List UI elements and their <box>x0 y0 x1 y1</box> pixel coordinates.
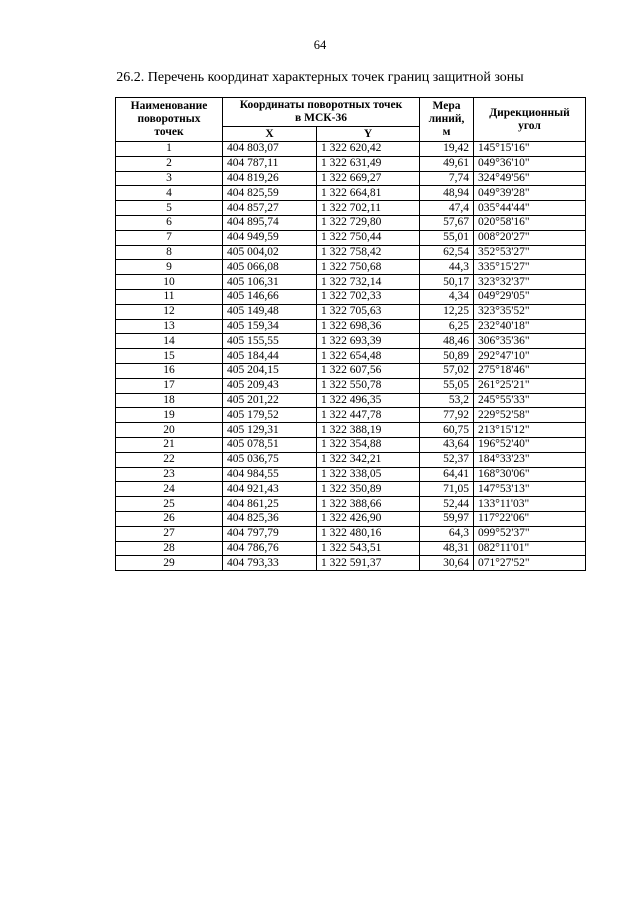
cell-line-length: 49,61 <box>420 156 474 171</box>
cell-x: 404 797,79 <box>223 526 317 541</box>
table-row <box>116 275 586 290</box>
cell-point-number: 1 <box>116 142 223 157</box>
cell-direction-angle: 352°53'27" <box>474 245 586 260</box>
cell-y: 1 322 426,90 <box>317 511 420 526</box>
cell-point-number: 11 <box>116 289 223 304</box>
cell-line-length: 12,25 <box>420 304 474 319</box>
cell-point-number: 6 <box>116 215 223 230</box>
cell-direction-angle: 049°36'10" <box>474 156 586 171</box>
cell-line-length: 7,74 <box>420 171 474 186</box>
cell-point-number: 18 <box>116 393 223 408</box>
cell-direction-angle: 184°33'23" <box>474 452 586 467</box>
cell-direction-angle: 245°55'33" <box>474 393 586 408</box>
cell-line-length: 6,25 <box>420 319 474 334</box>
cell-x: 405 184,44 <box>223 349 317 364</box>
cell-direction-angle: 261°25'21" <box>474 378 586 393</box>
cell-y: 1 322 758,42 <box>317 245 420 260</box>
cell-y: 1 322 338,05 <box>317 467 420 482</box>
cell-x: 405 159,34 <box>223 319 317 334</box>
cell-x: 404 949,59 <box>223 230 317 245</box>
cell-point-number: 27 <box>116 526 223 541</box>
table-row <box>116 408 586 423</box>
cell-point-number: 17 <box>116 378 223 393</box>
header-line: Координаты поворотных точек <box>239 99 403 111</box>
header-line: в МСК-36 <box>295 112 347 124</box>
cell-direction-angle: 229°52'58" <box>474 408 586 423</box>
cell-y: 1 322 750,68 <box>317 260 420 275</box>
cell-point-number: 29 <box>116 556 223 571</box>
cell-x: 404 825,36 <box>223 511 317 526</box>
header-point-name <box>116 98 223 142</box>
table-row <box>116 349 586 364</box>
coordinates-table <box>115 97 586 571</box>
header-direction-angle <box>474 98 586 142</box>
cell-direction-angle: 323°35'52" <box>474 304 586 319</box>
cell-direction-angle: 049°29'05" <box>474 289 586 304</box>
cell-x: 405 004,02 <box>223 245 317 260</box>
table-row <box>116 423 586 438</box>
table-row <box>116 260 586 275</box>
cell-x: 405 078,51 <box>223 437 317 452</box>
cell-direction-angle: 324°49'56" <box>474 171 586 186</box>
cell-direction-angle: 335°15'27" <box>474 260 586 275</box>
table-body <box>116 142 586 571</box>
cell-point-number: 20 <box>116 423 223 438</box>
cell-line-length: 55,05 <box>420 378 474 393</box>
cell-direction-angle: 147°53'13" <box>474 482 586 497</box>
table-row <box>116 230 586 245</box>
table-row <box>116 334 586 349</box>
header-line: линий, <box>428 113 465 125</box>
header-line: точек <box>154 126 184 138</box>
cell-point-number: 2 <box>116 156 223 171</box>
table-row <box>116 511 586 526</box>
cell-x: 404 921,43 <box>223 482 317 497</box>
cell-direction-angle: 035°44'44" <box>474 201 586 216</box>
cell-point-number: 26 <box>116 511 223 526</box>
table-row <box>116 289 586 304</box>
cell-line-length: 64,41 <box>420 467 474 482</box>
table-row <box>116 142 586 157</box>
document-title: 26.2. Перечень координат характерных точек границ защитной зоны <box>116 70 524 85</box>
cell-x: 405 209,43 <box>223 378 317 393</box>
cell-line-length: 59,97 <box>420 511 474 526</box>
cell-direction-angle: 082°11'01" <box>474 541 586 556</box>
cell-direction-angle: 133°11'03" <box>474 497 586 512</box>
cell-x: 404 803,07 <box>223 142 317 157</box>
cell-x: 405 036,75 <box>223 452 317 467</box>
cell-y: 1 322 496,35 <box>317 393 420 408</box>
cell-x: 405 149,48 <box>223 304 317 319</box>
cell-line-length: 30,64 <box>420 556 474 571</box>
table-header <box>116 98 586 142</box>
cell-point-number: 25 <box>116 497 223 512</box>
cell-direction-angle: 275°18'46" <box>474 363 586 378</box>
table-row <box>116 363 586 378</box>
cell-y: 1 322 620,42 <box>317 142 420 157</box>
cell-direction-angle: 049°39'28" <box>474 186 586 201</box>
cell-direction-angle: 306°35'36" <box>474 334 586 349</box>
cell-point-number: 22 <box>116 452 223 467</box>
table-row <box>116 215 586 230</box>
header-line: Мера <box>432 100 461 112</box>
cell-y: 1 322 342,21 <box>317 452 420 467</box>
cell-line-length: 52,37 <box>420 452 474 467</box>
cell-x: 404 819,26 <box>223 171 317 186</box>
table-row <box>116 541 586 556</box>
table-row <box>116 437 586 452</box>
cell-point-number: 21 <box>116 437 223 452</box>
cell-direction-angle: 117°22'06" <box>474 511 586 526</box>
cell-point-number: 15 <box>116 349 223 364</box>
cell-line-length: 52,44 <box>420 497 474 512</box>
cell-direction-angle: 323°32'37" <box>474 275 586 290</box>
table-row <box>116 245 586 260</box>
cell-direction-angle: 232°40'18" <box>474 319 586 334</box>
cell-direction-angle: 071°27'52" <box>474 556 586 571</box>
table-row <box>116 526 586 541</box>
cell-point-number: 8 <box>116 245 223 260</box>
table-row <box>116 171 586 186</box>
table-row <box>116 393 586 408</box>
cell-point-number: 12 <box>116 304 223 319</box>
header-coordinates-group <box>223 98 420 127</box>
cell-line-length: 60,75 <box>420 423 474 438</box>
cell-x: 405 201,22 <box>223 393 317 408</box>
cell-y: 1 322 388,66 <box>317 497 420 512</box>
table-row <box>116 452 586 467</box>
cell-line-length: 48,46 <box>420 334 474 349</box>
cell-x: 405 179,52 <box>223 408 317 423</box>
header-line: Дирекционный <box>489 106 570 119</box>
cell-line-length: 50,89 <box>420 349 474 364</box>
table-row <box>116 497 586 512</box>
cell-y: 1 322 705,63 <box>317 304 420 319</box>
cell-point-number: 4 <box>116 186 223 201</box>
cell-y: 1 322 702,33 <box>317 289 420 304</box>
cell-point-number: 13 <box>116 319 223 334</box>
cell-direction-angle: 099°52'37" <box>474 526 586 541</box>
cell-y: 1 322 664,81 <box>317 186 420 201</box>
cell-point-number: 7 <box>116 230 223 245</box>
table-row <box>116 156 586 171</box>
table-row <box>116 556 586 571</box>
cell-x: 405 066,08 <box>223 260 317 275</box>
cell-x: 405 146,66 <box>223 289 317 304</box>
cell-y: 1 322 654,48 <box>317 349 420 364</box>
cell-point-number: 10 <box>116 275 223 290</box>
cell-line-length: 64,3 <box>420 526 474 541</box>
cell-direction-angle: 020°58'16" <box>474 215 586 230</box>
cell-x: 404 984,55 <box>223 467 317 482</box>
header-line: угол <box>518 119 541 132</box>
cell-line-length: 48,31 <box>420 541 474 556</box>
table-row <box>116 304 586 319</box>
table-row <box>116 378 586 393</box>
cell-point-number: 16 <box>116 363 223 378</box>
cell-y: 1 322 543,51 <box>317 541 420 556</box>
cell-line-length: 48,94 <box>420 186 474 201</box>
cell-x: 404 786,76 <box>223 541 317 556</box>
cell-line-length: 47,4 <box>420 201 474 216</box>
cell-x: 404 895,74 <box>223 215 317 230</box>
cell-y: 1 322 607,56 <box>317 363 420 378</box>
cell-x: 405 155,55 <box>223 334 317 349</box>
cell-y: 1 322 729,80 <box>317 215 420 230</box>
cell-line-length: 55,01 <box>420 230 474 245</box>
table-row <box>116 319 586 334</box>
cell-y: 1 322 350,89 <box>317 482 420 497</box>
cell-direction-angle: 008°20'27" <box>474 230 586 245</box>
header-line: Наименование <box>130 100 208 112</box>
header-line: м <box>442 126 451 138</box>
cell-y: 1 322 631,49 <box>317 156 420 171</box>
cell-line-length: 50,17 <box>420 275 474 290</box>
page-number: 64 <box>313 38 327 52</box>
cell-direction-angle: 145°15'16" <box>474 142 586 157</box>
cell-x: 405 129,31 <box>223 423 317 438</box>
table-row <box>116 201 586 216</box>
cell-y: 1 322 447,78 <box>317 408 420 423</box>
cell-line-length: 4,34 <box>420 289 474 304</box>
cell-line-length: 77,92 <box>420 408 474 423</box>
cell-point-number: 14 <box>116 334 223 349</box>
cell-point-number: 24 <box>116 482 223 497</box>
cell-y: 1 322 669,27 <box>317 171 420 186</box>
cell-line-length: 71,05 <box>420 482 474 497</box>
cell-y: 1 322 591,37 <box>317 556 420 571</box>
header-line-length <box>420 98 474 142</box>
cell-line-length: 43,64 <box>420 437 474 452</box>
cell-x: 404 787,11 <box>223 156 317 171</box>
cell-x: 404 793,33 <box>223 556 317 571</box>
cell-point-number: 5 <box>116 201 223 216</box>
cell-point-number: 28 <box>116 541 223 556</box>
cell-x: 404 857,27 <box>223 201 317 216</box>
cell-y: 1 322 702,11 <box>317 201 420 216</box>
cell-line-length: 57,02 <box>420 363 474 378</box>
cell-point-number: 3 <box>116 171 223 186</box>
cell-y: 1 322 732,14 <box>317 275 420 290</box>
cell-y: 1 322 750,44 <box>317 230 420 245</box>
header-y: Y <box>317 127 420 142</box>
cell-direction-angle: 196°52'40" <box>474 437 586 452</box>
cell-y: 1 322 480,16 <box>317 526 420 541</box>
cell-direction-angle: 213°15'12" <box>474 423 586 438</box>
header-line: поворотных <box>137 113 201 125</box>
cell-y: 1 322 388,19 <box>317 423 420 438</box>
cell-line-length: 62,54 <box>420 245 474 260</box>
cell-line-length: 19,42 <box>420 142 474 157</box>
cell-y: 1 322 693,39 <box>317 334 420 349</box>
cell-line-length: 44,3 <box>420 260 474 275</box>
header-x: X <box>223 127 317 142</box>
cell-point-number: 23 <box>116 467 223 482</box>
cell-x: 404 861,25 <box>223 497 317 512</box>
cell-point-number: 9 <box>116 260 223 275</box>
table-row <box>116 482 586 497</box>
cell-y: 1 322 354,88 <box>317 437 420 452</box>
cell-line-length: 57,67 <box>420 215 474 230</box>
cell-line-length: 53,2 <box>420 393 474 408</box>
table-row <box>116 467 586 482</box>
cell-y: 1 322 550,78 <box>317 378 420 393</box>
cell-direction-angle: 168°30'06" <box>474 467 586 482</box>
table-row <box>116 186 586 201</box>
cell-x: 405 204,15 <box>223 363 317 378</box>
cell-x: 404 825,59 <box>223 186 317 201</box>
cell-x: 405 106,31 <box>223 275 317 290</box>
cell-point-number: 19 <box>116 408 223 423</box>
cell-y: 1 322 698,36 <box>317 319 420 334</box>
cell-direction-angle: 292°47'10" <box>474 349 586 364</box>
